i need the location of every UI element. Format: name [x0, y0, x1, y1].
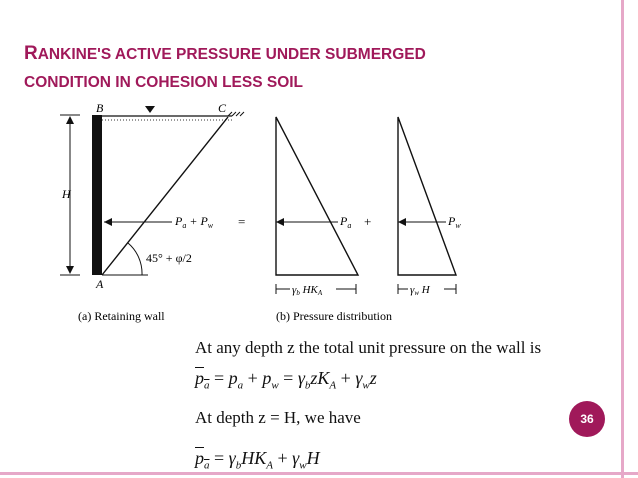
water-pressure-triangle: [398, 117, 456, 275]
label-b: B: [96, 101, 104, 115]
water-table-icon: [145, 106, 155, 113]
text-line-depth: At any depth z the total unit pressure on the wall is: [195, 338, 542, 357]
wall-force-label: $P_a + P_w$: [175, 214, 214, 230]
title-line-2: CONDITION IN COHESION LESS SOIL: [24, 74, 304, 91]
label-a: A: [96, 277, 104, 291]
dim-arrow-down: [66, 266, 74, 274]
label-c: C: [218, 101, 227, 115]
label-h: H: [62, 187, 71, 201]
base2-label: γw H: [410, 284, 430, 297]
pa-label: $P_a$: [340, 214, 352, 230]
text-line-at-depth-h: At depth z = H, we have: [195, 408, 361, 427]
pw-arrow-head: [398, 218, 406, 226]
force-arrow-head: [104, 218, 112, 226]
equals-sign: =: [238, 214, 246, 229]
dim-arrow-up: [66, 116, 74, 124]
caption-pressure-distribution: (b) Pressure distribution: [276, 309, 392, 323]
active-pressure-triangle: [276, 117, 358, 275]
retaining-wall: [92, 115, 102, 275]
plus-sign: +: [364, 214, 372, 229]
pa-arrow-head: [276, 218, 284, 226]
caption-retaining-wall: (a) Retaining wall: [78, 309, 165, 323]
base1-label: γb HKA: [292, 284, 323, 297]
equation-total-pressure: $p_a = p_a + p_w = \gamma_bzK_A + \gamma_wz$: [195, 368, 377, 392]
page-number-badge: 36: [569, 401, 605, 437]
title-line-1: ANKINE'S ACTIVE PRESSURE UNDER SUBMERGED: [37, 46, 426, 63]
equation-at-depth-h: $p_a = \gamma_bHK_A + \gamma_wH$: [195, 448, 320, 472]
title-initial: R: [24, 43, 38, 64]
angle-label: 45° + φ/2: [146, 251, 192, 265]
pw-label: $P_w$: [448, 214, 461, 230]
angle-arc: [128, 243, 142, 275]
